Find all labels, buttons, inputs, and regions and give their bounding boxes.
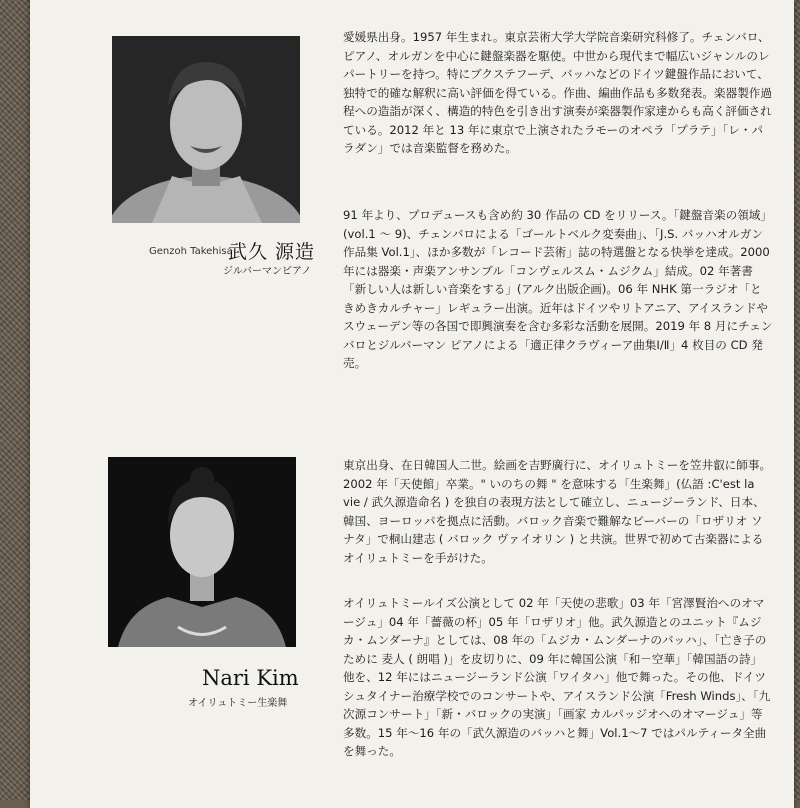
name-latin-takehisa: Genzoh Takehisa: [149, 246, 233, 257]
portrait-photo-takehisa: [112, 36, 300, 223]
name-japanese-takehisa: 武久 源造: [228, 241, 316, 263]
role-kim: オイリュトミー生楽舞: [188, 698, 288, 709]
bio-kim-paragraph-2: オイリュトミールイズ公演として 02 年「天使の悲歌」03 年「宮澤賢治へのオマージュ」04 年「薔薇の杯」05 年「ロザリオ」他。武久源造とのユニット『ムジカ・ムンダーナ』としては、08 年の「ムジカ・ムンダーナのバッハ」、「亡き子のために 麦人 ( 朗唱 )」を皮切りに、09 年に韓国公演「和－空華」「韓国語の詩」他を、12 年にはニュージーランド公演「ワイタハ」他で舞った。その他、ドイツシュタイナー治療学校でのコンサートや、アイスランド公演「Fresh Winds」、「九次源コンサート」「新・バロックの実演」「画家 カルパッジオへのオマージュ」等多数。15 年〜16 年の「武久源造のバッハと舞」Vol.1〜7 ではパルティータ全曲を舞った。: [343, 596, 771, 758]
name-latin-kim: Nari Kim: [202, 666, 299, 690]
bio-kim-paragraph-1: 東京出身、在日韓国人二世。絵画を吉野廣行に、オイリュトミーを笠井叡に師事。2002 年「天使館」卒業。" いのちの舞 " を意味する「生楽舞」(仏語 :C'est la vie / 武久源造命名 ) を独自の表現方法として確立し、ニュージーランド、日本、韓国、ヨーロッパを拠点に活動。バロック音楽で難解なビーバーの「ロザリオ ソナタ」で桐山建志 ( バロック ヴァイオリン ) と共演。世界で初めて古楽器によるオイリュトミーを手がけた。: [343, 458, 772, 565]
bio-takehisa-paragraph-2: 91 年より、プロデュースも含め約 30 作品の CD をリリース。「鍵盤音楽の領域」(vol.1 〜 9)、チェンバロによる「ゴールトベルク変奏曲」、「J.S. バッハオルガン作品集 Vol.1」、ほか多数が「レコード芸術」誌の特選盤となる快挙を達成。2000 年には器楽・声楽アンサンブル「コンヴェルスム・ムジクム」結成。02 年著書「新しい人は新しい音楽をする」(アルク出版企画)。06 年 NHK 第一ラジオ「ときめきカルチャー」レギュラー出演。近年はドイツやリトアニア、アイスランドやスウェーデン等の各国で即興演奏を含む多彩な活動を展開。2019 年 8 月にチェンバロとジルバーマン ピアノによる「適正律クラヴィーア曲集Ⅰ/Ⅱ」4 枚目の CD 発売。: [343, 208, 773, 370]
bio-takehisa-paragraph-1: 愛媛県出身。1957 年生まれ。東京芸術大学大学院音楽研究科修了。チェンバロ、ピアノ、オルガンを中心に鍵盤楽器を駆使。中世から現代まで幅広いジャンルのレパートリーを持つ。特にブクステフーデ、バッハなどのドイツ鍵盤作品において、独特で的確な解釈に高い評価を得ている。作曲、編曲作品も多数発表。楽器製作過程への造詣が深く、構造的特色を引き出す演奏が楽器製作家達からも高く評価されている。2012 年と 13 年に東京で上演されたラモーのオペラ「プラテ」「レ・パラダン」では音楽監督を務めた。: [343, 30, 772, 155]
program-sheet: [30, 0, 794, 808]
portrait-photo-kim: [108, 457, 296, 647]
role-takehisa: ジルバーマンピアノ: [223, 266, 312, 277]
